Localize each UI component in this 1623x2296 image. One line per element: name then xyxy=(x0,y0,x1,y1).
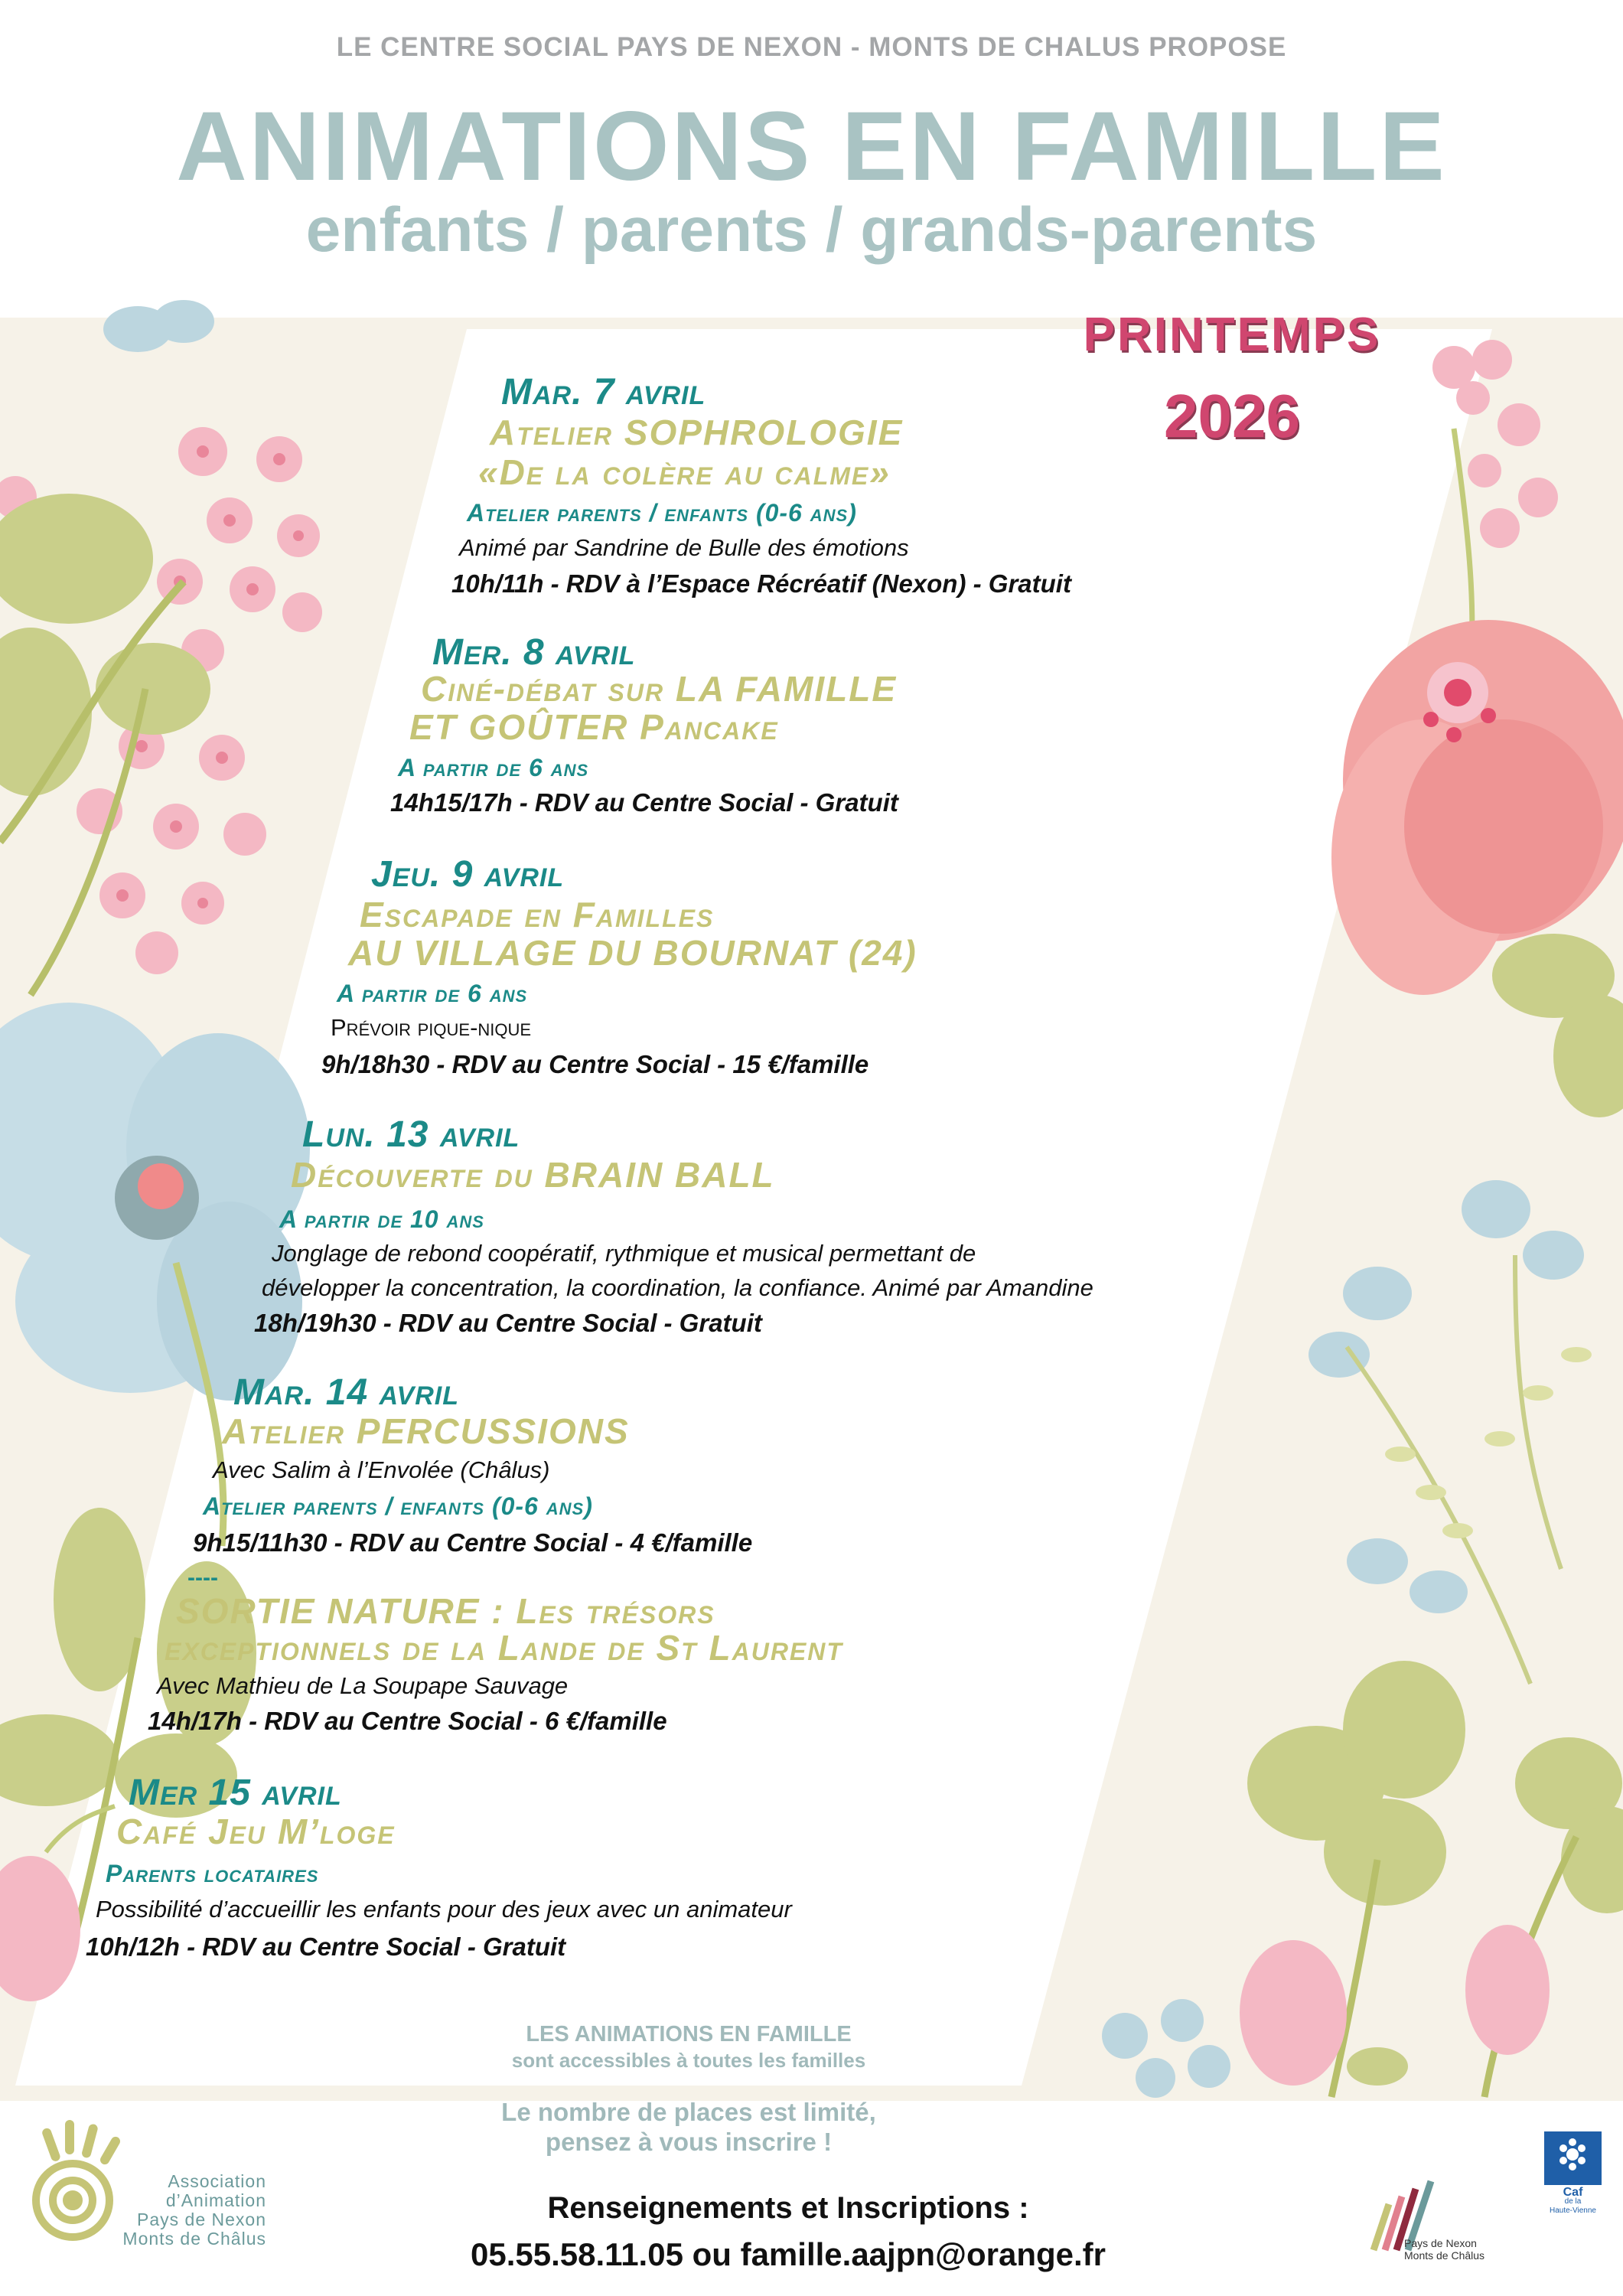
event-age: A partir de 10 ans xyxy=(279,1205,484,1233)
event-title: SORTIE NATURE : Les trésors xyxy=(176,1591,715,1631)
event-title: Atelier PERCUSSIONS xyxy=(222,1411,630,1451)
event-title: Café Jeu M’loge xyxy=(116,1812,396,1851)
event-title: Escapade en Familles xyxy=(360,895,715,934)
event-title: AU VILLAGE DU BOURNAT (24) xyxy=(348,933,917,973)
event-time: 9h/18h30 - RDV au Centre Social - 15 €/famille xyxy=(321,1050,869,1078)
season-name: PRINTEMPS xyxy=(1083,308,1381,361)
season-year: 2026 xyxy=(1164,382,1300,450)
community-logo-text: Pays de Nexon Monts de Châlus xyxy=(1404,2237,1485,2262)
event-date: Mer. 8 avril xyxy=(432,632,636,673)
page-title: ANIMATIONS EN FAMILLE xyxy=(176,92,1447,201)
event-title: Ciné-débat sur LA FAMILLE xyxy=(421,669,897,709)
event-age: Atelier parents / enfants (0-6 ans) xyxy=(203,1492,593,1520)
event-age: Atelier parents / enfants (0-6 ans) xyxy=(467,499,857,527)
event-age: A partir de 6 ans xyxy=(337,980,528,1007)
contact-heading: Renseignements et Inscriptions : xyxy=(547,2191,1029,2225)
event-date: Mer 15 avril xyxy=(129,1773,342,1813)
event-title: «De la colère au calme» xyxy=(478,452,891,492)
event-description: Avec Mathieu de La Soupape Sauvage xyxy=(157,1672,569,1699)
association-logo-text: Association d’Animation Pays de Nexon Monts de Châlus xyxy=(122,2171,266,2249)
page-subtitle: enfants / parents / grands-parents xyxy=(305,195,1318,265)
event-separator: ---- xyxy=(187,1565,218,1590)
event-description: Jonglage de rebond coopératif, rythmique et musical permettant de xyxy=(272,1240,976,1267)
event-date: Lun. 13 avril xyxy=(302,1114,520,1155)
note-accessible-title: LES ANIMATIONS EN FAMILLE xyxy=(526,2022,852,2047)
event-age: Parents locataires xyxy=(106,1860,319,1887)
event-description: Possibilité d’accueillir les enfants pour des jeux avec un animateur xyxy=(96,1896,792,1923)
caf-logo xyxy=(1544,2131,1602,2242)
note-register: pensez à vous inscrire ! xyxy=(545,2128,833,2156)
event-title: Atelier SOPHROLOGIE xyxy=(490,413,904,452)
note-limited-places: Le nombre de places est limité, xyxy=(501,2098,876,2126)
event-date: Mar. 7 avril xyxy=(501,372,706,413)
event-time: 14h/17h - RDV au Centre Social - 6 €/famille xyxy=(148,1707,667,1735)
event-description: Prévoir pique-nique xyxy=(331,1014,532,1041)
event-time: 18h/19h30 - RDV au Centre Social - Gratuit xyxy=(254,1309,762,1337)
event-age: A partir de 6 ans xyxy=(398,754,589,781)
event-time: 10h/12h - RDV au Centre Social - Gratuit xyxy=(86,1932,566,1961)
event-title: Découverte du BRAIN BALL xyxy=(291,1155,775,1195)
event-time: 9h15/11h30 - RDV au Centre Social - 4 €/famille xyxy=(193,1528,753,1557)
note-accessible-text: sont accessibles à toutes les familles xyxy=(511,2049,866,2072)
organizer-line: LE CENTRE SOCIAL PAYS DE NEXON - MONTS DE CHALUS PROPOSE xyxy=(336,32,1287,62)
event-description: Animé par Sandrine de Bulle des émotions xyxy=(459,534,909,561)
event-time: 10h/11h - RDV à l’Espace Récréatif (Nexon) - Gratuit xyxy=(451,569,1071,598)
event-time: 14h15/17h - RDV au Centre Social - Gratuit xyxy=(390,788,898,817)
event-date: Jeu. 9 avril xyxy=(371,854,565,895)
blue-flower-icon xyxy=(0,1003,310,1401)
caf-logo-icon xyxy=(1544,2131,1602,2185)
contact-details: 05.55.58.11.05 ou famille.aajpn@orange.fr xyxy=(471,2236,1106,2272)
event-title: ET GOÛTER Pancake xyxy=(409,707,779,747)
event-description: Avec Salim à l’Envolée (Châlus) xyxy=(213,1456,550,1483)
event-description: développer la concentration, la coordination, la confiance. Animé par Amandine xyxy=(262,1274,1093,1301)
event-date: Mar. 14 avril xyxy=(233,1372,459,1413)
caf-logo-text: Caf de la Haute-Vienne xyxy=(1550,2186,1596,2215)
event-title: exceptionnels de la Lande de St Laurent xyxy=(165,1628,843,1668)
